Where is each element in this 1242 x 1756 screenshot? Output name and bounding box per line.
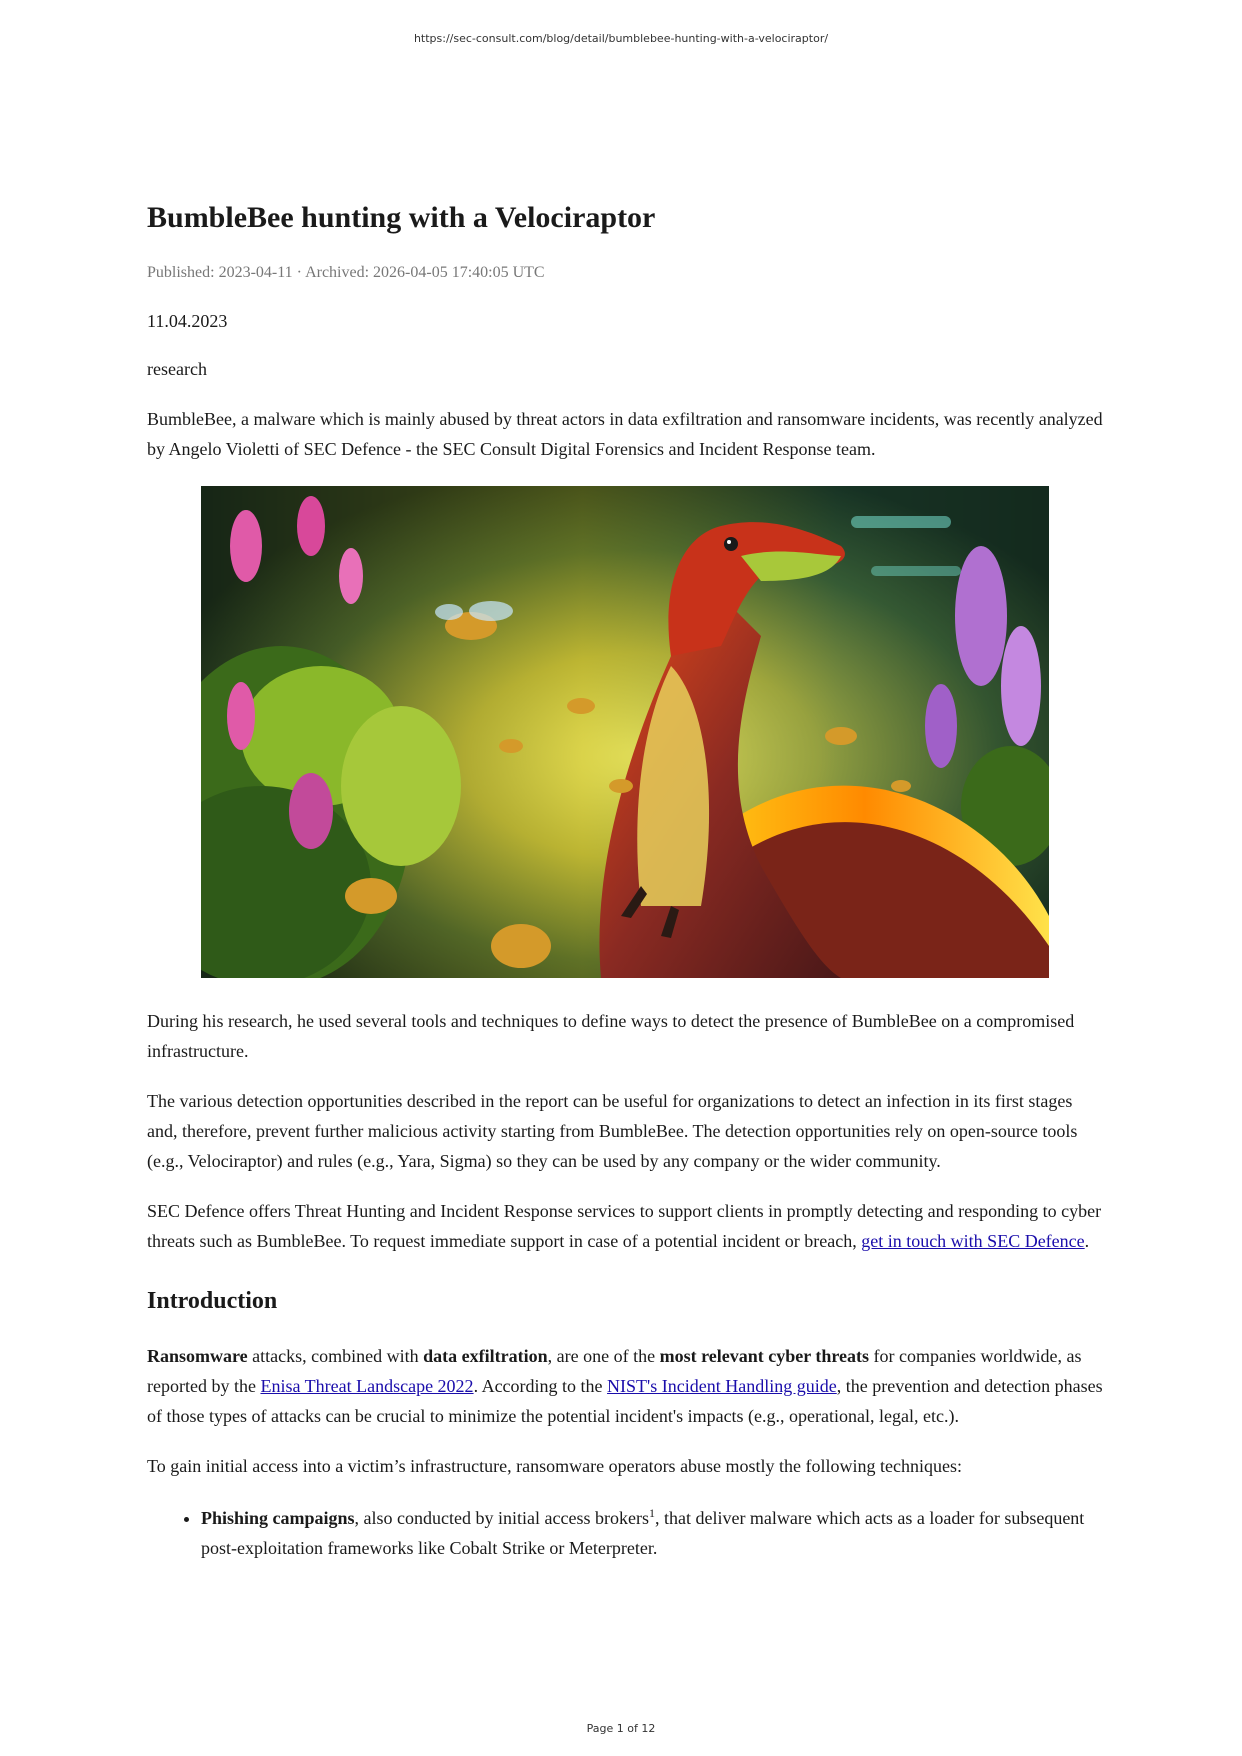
contact-link[interactable]: get in touch with SEC Defence [861,1231,1085,1251]
article-meta: Published: 2023-04-11 · Archived: 2026-04-05 17:40:05 UTC [147,264,545,281]
paragraph-detection: The various detection opportunities described in the report can be useful for organizations to detect an infection in its first stages and, therefore, prevent further malicious activity starting from BumbleBee. The detection opportunities rely on open-source tools (e.g., Velociraptor) and rules (e.g., Yara, Sigma) so they can be used by any company or the wider community. [147,1091,1078,1171]
list-item-rest: , that deliver malware which acts as a loader for subsequent post-exploitation frameworks like Cobalt Strike or Meterpreter. [201,1508,1085,1559]
technique-list [147,1503,1107,1563]
paragraph-services-end: . [1084,1231,1090,1251]
paragraph-services [147,1196,1107,1256]
paragraph-introduction [147,1341,1107,1431]
article-category: research [147,359,207,379]
article [147,200,1107,1563]
nist-link[interactable]: NIST's Incident Handling guide [607,1376,837,1397]
bold-phishing-campaigns: Phishing campaigns [201,1508,355,1529]
hero-illustration [201,486,1049,978]
bold-ransomware: Ransomware [147,1346,248,1367]
intro-text-1: attacks, combined with [247,1346,424,1367]
list-item-text: , also conducted by initial access brokers [354,1508,649,1529]
bold-data-exfiltration: data exfiltration [423,1346,548,1367]
paragraph-research: During his research, he used several tools and techniques to define ways to detect the presence of BumbleBee on a compromised infrastructure. [147,1011,1075,1061]
article-date: 11.04.2023 [147,311,228,331]
intro-text-4: . According to the [473,1376,608,1397]
intro-text-5: , the prevention and detection phases of those types of attacks can be crucial to minimize the potential incident's impacts (e.g., operational, legal, etc.). [147,1376,1103,1427]
article-title: BumbleBee hunting with a Velociraptor [147,201,656,234]
enisa-link[interactable]: Enisa Threat Landscape 2022 [260,1376,474,1397]
section-heading-introduction: Introduction [147,1288,278,1314]
intro-paragraph: BumbleBee, a malware which is mainly abused by threat actors in data exfiltration and ransomware incidents, was recently analyzed by Angelo Violetti of SEC Defence - the SEC Consult Digital Forensics and Incident Response team. [147,409,1103,459]
footnote-ref[interactable]: 1 [648,1506,655,1521]
bold-cyber-threats: most relevant cyber threats [659,1346,870,1367]
intro-text-2: , are one of the [547,1346,660,1367]
paragraph-services-text: SEC Defence offers Threat Hunting and Incident Response services to support clients in promptly detecting and responding to cyber threats such as BumbleBee. To request immediate support in case of a potential incident or breach, [147,1201,1102,1251]
page-footer: Page 1 of 12 [586,1722,656,1735]
list-item [201,1503,1107,1563]
paragraph-initial-access: To gain initial access into a victim’s infrastructure, ransomware operators abuse mostly the following techniques: [147,1456,963,1477]
intro-text-3: for companies worldwide, as reported by the [147,1346,1082,1397]
page-url: https://sec-consult.com/blog/detail/bumblebee-hunting-with-a-velociraptor/ [413,32,829,45]
